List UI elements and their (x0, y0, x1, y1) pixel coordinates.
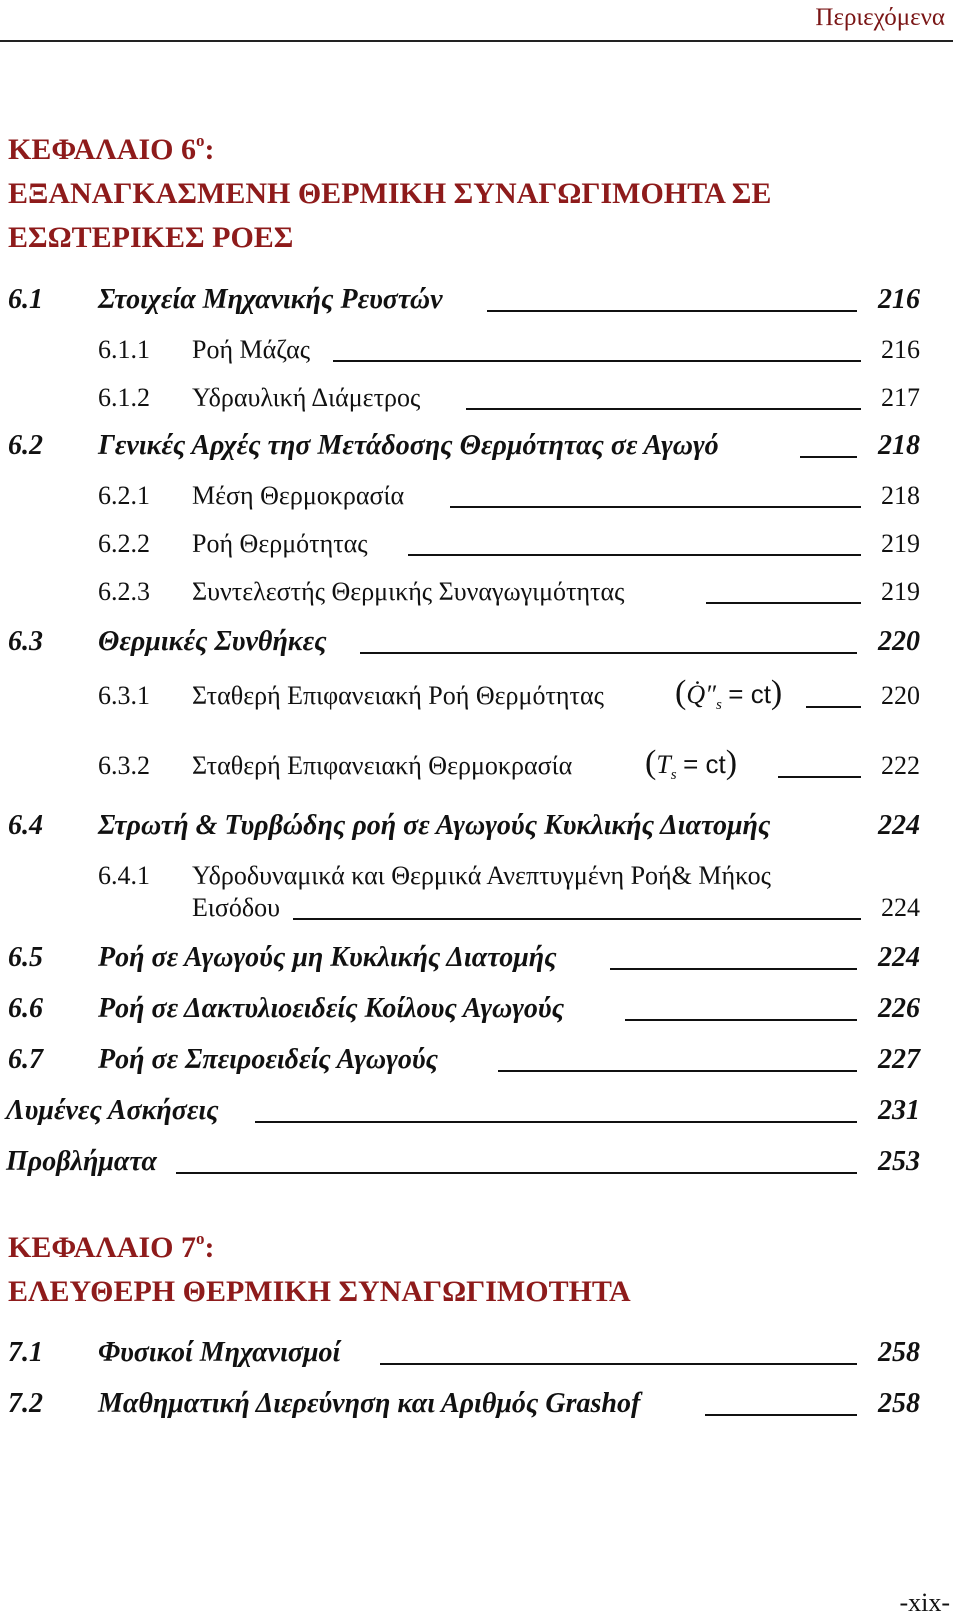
toc-number: 6.3.1 (98, 681, 150, 710)
toc-leader-line (610, 968, 857, 970)
toc-entry-problems[interactable] (0, 1142, 960, 1182)
toc-entry-6-2-1[interactable] (0, 476, 960, 516)
page-number: -xix- (899, 1588, 950, 1617)
toc-page: 220 (878, 626, 920, 657)
toc-leader-line (293, 918, 861, 920)
toc-leader-line (360, 652, 857, 654)
toc-entry-6-4-1[interactable] (0, 856, 960, 936)
toc-entry-6-1-1[interactable] (0, 330, 960, 370)
formula-close-paren: ) (770, 674, 783, 711)
toc-leader-line (255, 1121, 857, 1123)
header-title: Περιεχόμενα (815, 4, 945, 31)
formula-close-paren: ) (725, 744, 738, 781)
formula-subscript: s (670, 767, 677, 784)
toc-leader-line (705, 1414, 857, 1416)
toc-entry-6-1-2[interactable] (0, 378, 960, 418)
toc-leader-line (380, 1363, 857, 1365)
chapter-7-colon: : (204, 1231, 215, 1264)
toc-page: 216 (878, 284, 920, 315)
toc-page: 226 (878, 993, 920, 1024)
toc-number: 6.1.2 (98, 383, 150, 412)
chapter-6-title-line2: ΕΣΩΤΕΡΙΚΕΣ ΡΟΕΣ (8, 221, 294, 254)
toc-title: Λυμένες Ασκήσεις (6, 1095, 219, 1126)
chapter-6-ordinal: ο (195, 131, 205, 150)
toc-page: 224 (881, 893, 920, 922)
toc-leader-line (333, 360, 861, 362)
toc-title: Γενικές Αρχές τησ Μετάδοσης Θερμότητας σε Αγωγό (98, 430, 719, 461)
toc-number: 6.3 (8, 626, 43, 657)
formula-rhs: = ct (728, 679, 771, 709)
toc-entry-6-5[interactable] (0, 938, 960, 978)
chapter-6-label-text: ΚΕΦΑΛΑΙΟ 6 (8, 133, 196, 166)
chapter-6-colon: : (204, 133, 215, 166)
toc-page: 219 (881, 577, 920, 606)
toc-leader-line (806, 706, 861, 708)
toc-title: Μέση Θερμοκρασία (192, 481, 405, 510)
toc-entry-6-2[interactable] (0, 426, 960, 466)
toc-page: 220 (881, 681, 920, 710)
chapter-6-title-line1: ΕΞΑΝΑΓΚΑΣΜΕΝΗ ΘΕΡΜΙΚΗ ΣΥΝΑΓΩΓΙΜΟΗΤΑ ΣΕ (8, 177, 772, 210)
toc-entry-6-6[interactable] (0, 989, 960, 1029)
toc-title-line2: Εισόδου (192, 893, 281, 922)
toc-title: Συντελεστής Θερμικής Συναγωγιμότητας (192, 577, 625, 606)
toc-leader-line (498, 1070, 857, 1072)
toc-title: Προβλήματα (6, 1146, 157, 1177)
toc-title: Υδροδυναμικά και Θερμικά Ανεπτυγμένη Ροή& Μήκος (192, 861, 771, 890)
toc-leader-line (800, 456, 857, 458)
toc-entry-7-2[interactable] (0, 1384, 960, 1424)
formula-subscript: s (715, 697, 722, 714)
toc-page: 224 (878, 810, 920, 841)
toc-page: 253 (878, 1146, 920, 1177)
toc-page: 258 (878, 1337, 920, 1368)
formula-open-paren: ( (645, 744, 657, 781)
chapter-6-label (8, 128, 214, 172)
toc-page: 218 (881, 481, 920, 510)
temperature-formula (645, 744, 737, 784)
toc-number: 6.4 (8, 810, 43, 841)
toc-number: 6.2.2 (98, 529, 150, 558)
toc-title: Υδραυλική Διάμετρος (192, 383, 421, 412)
toc-title: Φυσικοί Μηχανισμοί (98, 1337, 341, 1368)
toc-page: 231 (878, 1095, 920, 1126)
toc-number: 6.6 (8, 993, 43, 1024)
chapter-7-title-line1: ΕΛΕΥΘΕΡΗ ΘΕΡΜΙΚΗ ΣΥΝΑΓΩΓΙΜΟΤΗΤΑ (8, 1275, 631, 1308)
toc-number: 6.2.1 (98, 481, 150, 510)
toc-entry-solved-exercises[interactable] (0, 1091, 960, 1131)
toc-title: Ροή σε Αγωγούς μη Κυκλικής Διατομής (98, 942, 557, 973)
chapter-7-label-text: ΚΕΦΑΛΑΙΟ 7 (8, 1231, 196, 1264)
toc-title: Θερμικές Συνθήκες (98, 626, 327, 657)
toc-page: 224 (878, 942, 920, 973)
toc-entry-6-3-2[interactable] (0, 746, 960, 786)
toc-number: 6.4.1 (98, 861, 150, 890)
toc-entry-6-2-2[interactable] (0, 524, 960, 564)
toc-page: 227 (878, 1044, 920, 1075)
toc-title: Ροή Θερμότητας (192, 529, 368, 558)
toc-leader-line (466, 408, 861, 410)
toc-title: Ροή Μάζας (192, 335, 311, 364)
formula-rhs: = ct (683, 749, 726, 779)
toc-number: 6.7 (8, 1044, 43, 1075)
toc-entry-6-3-1[interactable] (0, 676, 960, 716)
toc-number: 6.1.1 (98, 335, 150, 364)
toc-page: 216 (881, 335, 920, 364)
toc-entry-6-1[interactable] (0, 280, 960, 320)
toc-number: 6.2 (8, 430, 43, 461)
toc-entry-6-4[interactable] (0, 806, 960, 846)
toc-title: Ροή σε Δακτυλιοειδείς Κοίλους Αγωγούς (98, 993, 565, 1024)
formula-variable: Q̇″ (686, 680, 716, 709)
toc-number: 7.1 (8, 1337, 43, 1368)
toc-number: 6.3.2 (98, 751, 150, 780)
toc-leader-line (778, 776, 861, 778)
toc-entry-7-1[interactable] (0, 1333, 960, 1373)
toc-leader-line (176, 1172, 857, 1174)
toc-title: Στρωτή & Τυρβώδης ροή σε Αγωγούς Κυκλικής Διατομής (98, 810, 771, 841)
toc-title: Σταθερή Επιφανειακή Θερμοκρασία (192, 751, 573, 780)
toc-leader-line (408, 554, 861, 556)
chapter-7-label (8, 1226, 214, 1270)
toc-page: 258 (878, 1388, 920, 1419)
toc-number: 6.1 (8, 284, 43, 315)
formula-variable: T (656, 750, 671, 779)
toc-entry-6-3[interactable] (0, 622, 960, 662)
toc-title: Ροή σε Σπειροειδείς Αγωγούς (98, 1044, 439, 1075)
toc-page: 218 (878, 430, 920, 461)
page-header (0, 0, 953, 42)
toc-leader-line (625, 1019, 857, 1021)
toc-title: Σταθερή Επιφανειακή Ροή Θερμότητας (192, 681, 604, 710)
toc-entry-6-2-3[interactable] (0, 572, 960, 612)
heat-flux-formula (675, 674, 782, 714)
toc-number: 6.5 (8, 942, 43, 973)
toc-page: 217 (881, 383, 920, 412)
formula-open-paren: ( (675, 674, 687, 711)
toc-leader-line (487, 310, 857, 312)
toc-entry-6-7[interactable] (0, 1040, 960, 1080)
toc-leader-line (450, 506, 861, 508)
chapter-7-ordinal: ο (195, 1229, 205, 1248)
toc-title: Μαθηματική Διερεύνηση και Αριθμός Grashof (98, 1388, 641, 1419)
toc-number: 7.2 (8, 1388, 43, 1419)
toc-page: 219 (881, 529, 920, 558)
toc-number: 6.2.3 (98, 577, 150, 606)
toc-leader-line (706, 602, 861, 604)
toc-page: 222 (881, 751, 920, 780)
toc-title: Στοιχεία Μηχανικής Ρευστών (98, 284, 443, 315)
